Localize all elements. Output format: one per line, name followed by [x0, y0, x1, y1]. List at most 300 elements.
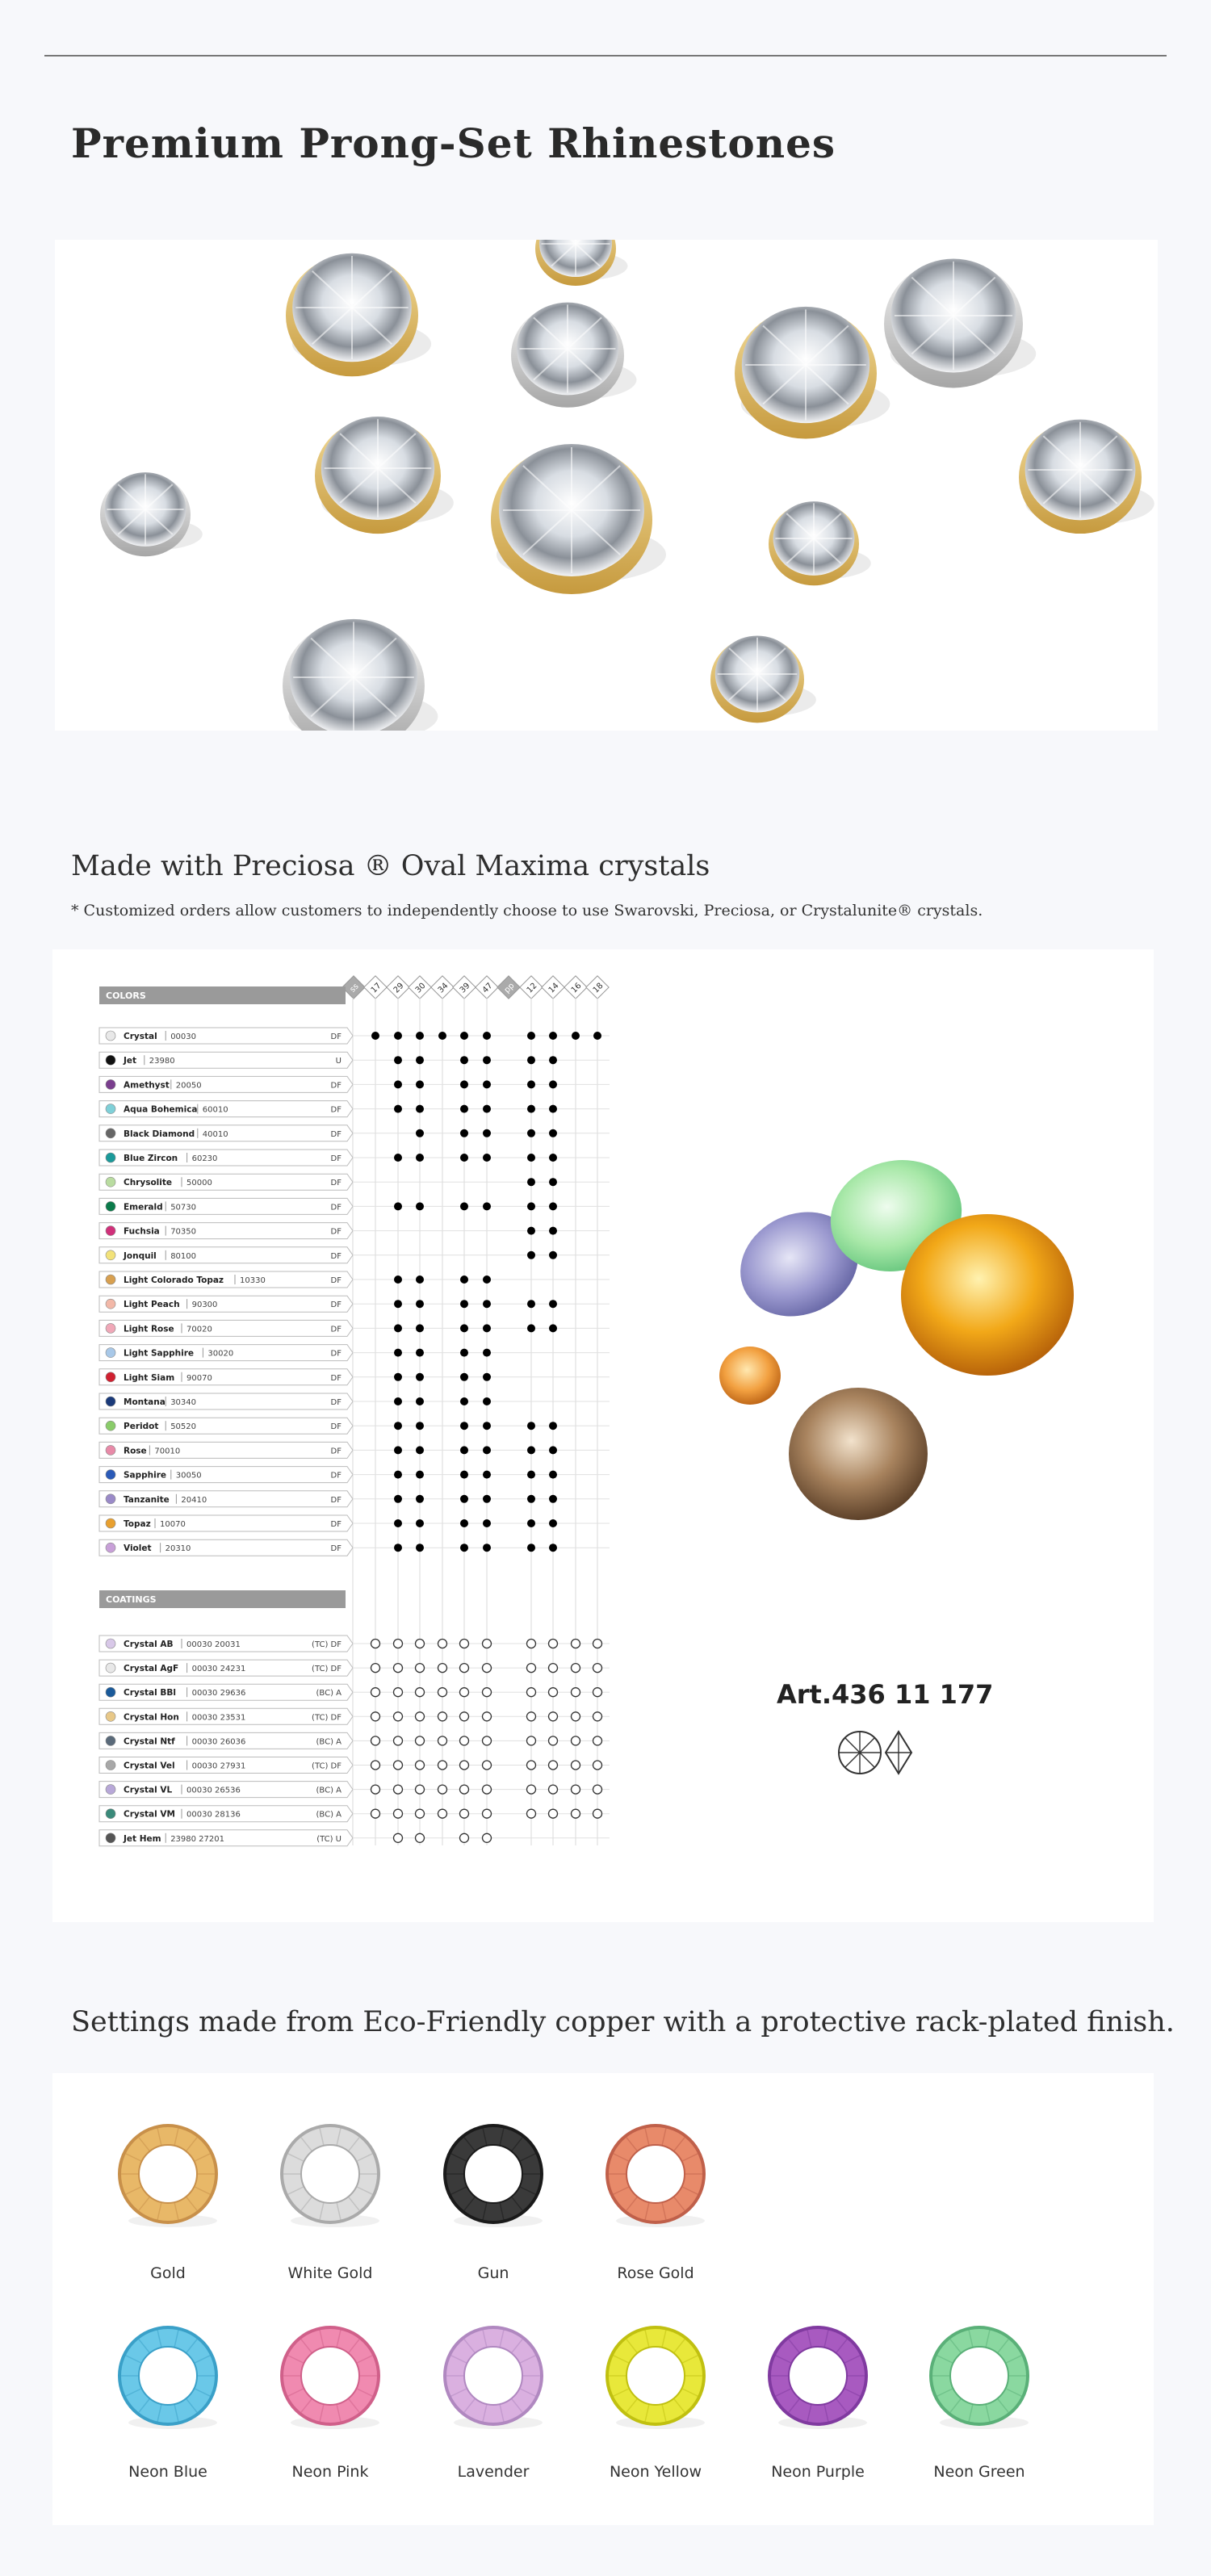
- availability-dot: [416, 1471, 424, 1479]
- row-name: Emerald: [124, 1202, 163, 1213]
- finish-label: Neon Blue: [128, 2463, 207, 2481]
- availability-dot: [549, 1056, 557, 1064]
- table-row: [99, 1296, 610, 1312]
- availability-ring: [460, 1761, 469, 1770]
- row-name: Sapphire: [124, 1470, 167, 1481]
- availability-ring: [572, 1785, 580, 1794]
- availability-dot: [460, 1495, 468, 1503]
- availability-ring: [593, 1736, 602, 1745]
- availability-dot: [416, 1373, 424, 1381]
- availability-dot: [460, 1154, 468, 1162]
- row-suffix: (TC) DF: [312, 1665, 342, 1674]
- availability-ring: [527, 1736, 536, 1745]
- row-suffix: DF: [330, 1398, 342, 1407]
- row-code: 23980 27201: [170, 1834, 225, 1844]
- row-name: Crystal: [124, 1032, 157, 1041]
- availability-ring: [593, 1785, 602, 1794]
- availability-dot: [527, 1105, 535, 1113]
- row-name: Blue Zircon: [124, 1154, 178, 1163]
- availability-dot: [394, 1349, 402, 1357]
- row-suffix: DF: [330, 1179, 342, 1188]
- availability-dot: [593, 1032, 601, 1040]
- row-suffix: DF: [330, 1544, 342, 1554]
- row-name: Amethyst: [124, 1080, 170, 1091]
- availability-ring: [394, 1761, 403, 1770]
- table-row: [99, 1757, 610, 1774]
- table-row: [99, 1247, 610, 1263]
- availability-dot: [483, 1300, 491, 1308]
- table-row: [99, 1660, 610, 1676]
- row-code: 90070: [186, 1373, 212, 1383]
- svg-text:COATINGS: COATINGS: [106, 1594, 157, 1605]
- availability-dot: [416, 1495, 424, 1503]
- color-swatch-dot: [106, 1031, 115, 1041]
- row-code: 30340: [170, 1398, 197, 1407]
- availability-dot: [527, 1251, 535, 1259]
- availability-ring: [483, 1664, 492, 1673]
- row-suffix: DF: [330, 1081, 342, 1091]
- finish-swatch: [768, 2326, 868, 2429]
- row-name: Chrysolite: [124, 1178, 173, 1188]
- row-name: Light Siam: [124, 1372, 175, 1383]
- row-code: 00030: [170, 1032, 197, 1041]
- availability-dot: [394, 1275, 402, 1284]
- color-swatch-dot: [106, 1639, 115, 1648]
- availability-dot: [394, 1446, 402, 1454]
- availability-ring: [483, 1833, 492, 1842]
- availability-dot: [549, 1080, 557, 1088]
- row-code: 50520: [170, 1422, 197, 1432]
- availability-ring: [416, 1688, 425, 1697]
- availability-ring: [371, 1688, 380, 1697]
- row-name: Light Colorado Topaz: [124, 1275, 224, 1285]
- availability-dot: [549, 1300, 557, 1308]
- availability-ring: [593, 1809, 602, 1818]
- topaz-crystal: [901, 1214, 1074, 1376]
- rhinestone: [100, 472, 203, 556]
- rhinestone: [535, 240, 628, 286]
- row-suffix: (BC) A: [316, 1737, 342, 1747]
- color-swatch-dot: [106, 1299, 115, 1309]
- row-code: 30020: [207, 1349, 234, 1359]
- custom-order-note: * Customized orders allow customers to independently choose to use Swarovski, Preciosa, or Crystalunite® crystals.: [71, 902, 983, 919]
- row-name: Light Sapphire: [124, 1348, 195, 1359]
- table-row: [99, 1271, 610, 1288]
- row-suffix: DF: [330, 1276, 342, 1285]
- availability-dot: [527, 1056, 535, 1064]
- availability-dot: [460, 1446, 468, 1454]
- availability-dot: [394, 1056, 402, 1064]
- availability-dot: [483, 1544, 491, 1552]
- availability-dot: [416, 1032, 424, 1040]
- row-suffix: DF: [330, 1203, 342, 1213]
- row-suffix: DF: [330, 1471, 342, 1481]
- color-swatch-dot: [106, 1809, 115, 1819]
- availability-dot: [549, 1202, 557, 1210]
- table-row: [99, 1369, 610, 1385]
- row-name: Crystal BBl: [124, 1688, 176, 1698]
- availability-dot: [416, 1105, 424, 1113]
- finish-label: Neon Purple: [771, 2463, 865, 2481]
- rivoli-top-view-icon: [839, 1732, 881, 1774]
- availability-ring: [394, 1688, 403, 1697]
- availability-ring: [416, 1664, 425, 1673]
- availability-dot: [527, 1129, 535, 1137]
- availability-dot: [549, 1178, 557, 1186]
- table-row: [99, 1028, 610, 1044]
- row-code: 70020: [186, 1325, 212, 1334]
- row-name: Topaz: [124, 1519, 151, 1529]
- finish-label: Neon Green: [933, 2463, 1025, 2481]
- color-swatch-dot: [106, 1445, 115, 1455]
- availability-dot: [572, 1032, 580, 1040]
- availability-dot: [527, 1519, 535, 1527]
- row-suffix: DF: [330, 1373, 342, 1383]
- availability-dot: [483, 1080, 491, 1088]
- size-header-34: [431, 976, 454, 999]
- color-swatch-dot: [106, 1177, 115, 1187]
- row-suffix: DF: [330, 1447, 342, 1456]
- table-row: [99, 1636, 610, 1652]
- availability-ring: [438, 1640, 447, 1648]
- row-code: 00030 26036: [191, 1737, 246, 1747]
- svg-text:47: 47: [480, 981, 495, 995]
- availability-dot: [527, 1178, 535, 1186]
- rhinestone: [735, 307, 890, 439]
- availability-ring: [527, 1688, 536, 1697]
- availability-dot: [438, 1032, 446, 1040]
- table-row: [99, 1198, 610, 1214]
- row-code: 30050: [175, 1471, 202, 1481]
- row-suffix: DF: [330, 1349, 342, 1359]
- row-code: 60010: [202, 1105, 228, 1115]
- crystals-heading: Made with Preciosa ® Oval Maxima crystals: [71, 850, 710, 882]
- table-row: [99, 1223, 610, 1239]
- availability-ring: [416, 1809, 425, 1818]
- availability-dot: [416, 1324, 424, 1332]
- svg-text:12: 12: [525, 981, 539, 995]
- row-name: Rose: [124, 1446, 147, 1456]
- color-swatch-dot: [106, 1785, 115, 1795]
- availability-dot: [394, 1154, 402, 1162]
- settings-finish-panel: [52, 2073, 1154, 2525]
- finish-label: Lavender: [457, 2463, 530, 2481]
- row-suffix: (TC) U: [316, 1834, 342, 1844]
- svg-text:pp: pp: [502, 981, 517, 995]
- row-code: 90300: [191, 1301, 218, 1310]
- availability-dot: [549, 1446, 557, 1454]
- color-swatch-dot: [106, 1494, 115, 1504]
- availability-ring: [549, 1688, 558, 1697]
- size-header-30: [409, 976, 431, 999]
- availability-dot: [416, 1080, 424, 1088]
- availability-ring: [549, 1761, 558, 1770]
- table-row: [99, 1782, 610, 1798]
- rhinestone: [710, 635, 816, 723]
- availability-dot: [527, 1324, 535, 1332]
- availability-ring: [438, 1688, 447, 1697]
- color-swatch-dot: [106, 1421, 115, 1430]
- table-row: [99, 1539, 610, 1556]
- colored-rivoli-crystals-image: [682, 1159, 1150, 1644]
- table-row: [99, 1467, 610, 1483]
- row-code: 10070: [160, 1520, 186, 1529]
- size-header-18: [586, 976, 609, 999]
- availability-dot: [460, 1080, 468, 1088]
- availability-ring: [394, 1664, 403, 1673]
- availability-dot: [460, 1129, 468, 1137]
- size-header-12: [520, 976, 543, 999]
- row-code: 80100: [170, 1251, 197, 1261]
- color-swatch-dot: [106, 1543, 115, 1552]
- availability-ring: [460, 1809, 469, 1818]
- availability-dot: [416, 1519, 424, 1527]
- finish-swatch: [118, 2326, 218, 2429]
- availability-dot: [527, 1202, 535, 1210]
- availability-ring: [593, 1664, 602, 1673]
- availability-dot: [394, 1324, 402, 1332]
- availability-ring: [416, 1736, 425, 1745]
- availability-dot: [416, 1544, 424, 1552]
- color-swatch-dot: [106, 1736, 115, 1745]
- rhinestone: [283, 619, 438, 731]
- availability-dot: [527, 1446, 535, 1454]
- availability-dot: [416, 1397, 424, 1405]
- availability-ring: [438, 1761, 447, 1770]
- svg-text:COLORS: COLORS: [106, 991, 146, 1001]
- row-code: 60230: [191, 1154, 218, 1163]
- row-suffix: DF: [330, 1495, 342, 1505]
- table-row: [99, 1125, 610, 1141]
- availability-dot: [483, 1032, 491, 1040]
- availability-dot: [483, 1373, 491, 1381]
- row-suffix: DF: [330, 1032, 342, 1041]
- availability-dot: [549, 1471, 557, 1479]
- row-name: Jonquil: [124, 1250, 157, 1261]
- size-header-pp: [497, 976, 520, 999]
- availability-dot: [416, 1349, 424, 1357]
- finish-swatch: [280, 2124, 380, 2227]
- availability-ring: [549, 1712, 558, 1721]
- row-name: Tanzanite: [124, 1494, 170, 1505]
- availability-dot: [460, 1300, 468, 1308]
- availability-dot: [549, 1154, 557, 1162]
- availability-dot: [460, 1349, 468, 1357]
- finish-swatch: [606, 2124, 706, 2227]
- svg-text:30: 30: [413, 981, 428, 995]
- small-topaz-crystal: [719, 1347, 781, 1405]
- availability-dot: [483, 1324, 491, 1332]
- availability-dot: [483, 1275, 491, 1284]
- row-name: Light Peach: [124, 1300, 180, 1310]
- availability-dot: [527, 1471, 535, 1479]
- availability-ring: [460, 1664, 469, 1673]
- finish-label: White Gold: [287, 2264, 373, 2282]
- availability-dot: [416, 1275, 424, 1284]
- size-header-ss: [342, 976, 365, 999]
- availability-dot: [394, 1202, 402, 1210]
- availability-dot: [416, 1056, 424, 1064]
- color-swatch-dot: [106, 1687, 115, 1697]
- availability-ring: [394, 1785, 403, 1794]
- availability-dot: [416, 1154, 424, 1162]
- availability-dot: [460, 1544, 468, 1552]
- row-name: Crystal VL: [124, 1785, 173, 1795]
- availability-dot: [394, 1080, 402, 1088]
- availability-ring: [483, 1809, 492, 1818]
- row-suffix: DF: [330, 1105, 342, 1115]
- svg-text:34: 34: [436, 981, 450, 995]
- finish-swatch: [118, 2124, 218, 2227]
- availability-dot: [483, 1422, 491, 1430]
- availability-ring: [549, 1736, 558, 1745]
- svg-text:14: 14: [547, 981, 561, 995]
- color-swatch-dot: [106, 1518, 115, 1528]
- color-swatch-dot: [106, 1833, 115, 1843]
- availability-ring: [438, 1712, 447, 1721]
- row-name: Light Rose: [124, 1324, 174, 1334]
- row-code: 00030 26536: [186, 1786, 241, 1795]
- size-header-47: [476, 976, 498, 999]
- finish-label: Neon Yellow: [609, 2463, 702, 2481]
- availability-ring: [572, 1761, 580, 1770]
- size-header-16: [564, 976, 587, 999]
- row-name: Crystal Ntf: [124, 1736, 175, 1747]
- availability-dot: [549, 1251, 557, 1259]
- row-suffix: (BC) A: [316, 1689, 342, 1698]
- row-suffix: (BC) A: [316, 1810, 342, 1820]
- row-name: Crystal Hon: [124, 1712, 179, 1723]
- availability-dot: [549, 1544, 557, 1552]
- availability-dot: [460, 1471, 468, 1479]
- availability-ring: [572, 1712, 580, 1721]
- availability-ring: [549, 1640, 558, 1648]
- row-suffix: DF: [330, 1251, 342, 1261]
- table-row: [99, 1345, 610, 1361]
- availability-dot: [394, 1300, 402, 1308]
- availability-dot: [483, 1397, 491, 1405]
- availability-dot: [483, 1446, 491, 1454]
- color-swatch-dot: [106, 1250, 115, 1260]
- row-code: 00030 24231: [191, 1665, 246, 1674]
- row-name: Crystal AB: [124, 1640, 174, 1649]
- finish-label: Gold: [150, 2264, 186, 2282]
- table-row: [99, 1076, 610, 1092]
- table-row: [99, 1830, 610, 1846]
- availability-dot: [549, 1129, 557, 1137]
- table-row: [99, 1515, 610, 1531]
- availability-dot: [394, 1422, 402, 1430]
- availability-dot: [460, 1275, 468, 1284]
- row-code: 00030 27931: [191, 1761, 246, 1771]
- finish-swatch: [443, 2124, 543, 2227]
- color-swatch-dot: [106, 1104, 115, 1114]
- table-row: [99, 1491, 610, 1507]
- row-suffix: U: [335, 1057, 342, 1066]
- availability-dot: [371, 1032, 379, 1040]
- color-swatch-dot: [106, 1348, 115, 1358]
- row-code: 00030 20031: [186, 1640, 241, 1649]
- availability-dot: [394, 1544, 402, 1552]
- availability-ring: [371, 1712, 380, 1721]
- color-swatch-dot: [106, 1372, 115, 1382]
- availability-dot: [483, 1202, 491, 1210]
- rhinestone: [315, 417, 454, 534]
- svg-text:17: 17: [369, 981, 383, 995]
- rhinestone: [884, 258, 1036, 387]
- availability-dot: [460, 1519, 468, 1527]
- availability-dot: [527, 1422, 535, 1430]
- availability-ring: [371, 1664, 380, 1673]
- availability-ring: [416, 1785, 425, 1794]
- page-title: Premium Prong-Set Rhinestones: [71, 119, 836, 167]
- availability-ring: [371, 1809, 380, 1818]
- article-number: Art.436 11 177: [777, 1679, 994, 1710]
- size-header-39: [453, 976, 476, 999]
- availability-dot: [483, 1349, 491, 1357]
- table-row: [99, 1732, 610, 1749]
- color-swatch-dot: [106, 1275, 115, 1284]
- top-divider: [44, 55, 1167, 57]
- availability-dot: [460, 1324, 468, 1332]
- table-row: [99, 1418, 610, 1434]
- finish-swatch: [280, 2326, 380, 2429]
- row-name: Jet Hem: [124, 1833, 161, 1844]
- row-suffix: DF: [330, 1227, 342, 1237]
- color-swatch-dot: [106, 1761, 115, 1770]
- row-name: Fuchsia: [124, 1226, 160, 1237]
- row-suffix: DF: [330, 1520, 342, 1529]
- availability-dot: [483, 1056, 491, 1064]
- svg-text:18: 18: [591, 981, 606, 995]
- availability-dot: [394, 1495, 402, 1503]
- rhinestone: [491, 444, 666, 594]
- availability-ring: [549, 1809, 558, 1818]
- row-code: 50000: [186, 1179, 212, 1188]
- availability-dot: [460, 1397, 468, 1405]
- availability-ring: [572, 1736, 580, 1745]
- availability-ring: [483, 1736, 492, 1745]
- color-swatch-dot: [106, 1129, 115, 1138]
- availability-dot: [549, 1519, 557, 1527]
- row-code: 70350: [170, 1227, 197, 1237]
- availability-dot: [416, 1422, 424, 1430]
- row-code: 00030 28136: [186, 1810, 241, 1820]
- row-code: 10330: [240, 1276, 266, 1285]
- availability-dot: [394, 1105, 402, 1113]
- row-name: Jet: [124, 1056, 137, 1066]
- size-header-29: [387, 976, 409, 999]
- size-header-14: [542, 976, 564, 999]
- availability-ring: [593, 1712, 602, 1721]
- availability-ring: [460, 1640, 469, 1648]
- availability-ring: [394, 1712, 403, 1721]
- finish-swatches: [52, 2073, 1154, 2525]
- availability-ring: [572, 1640, 580, 1648]
- coatings-header: [99, 1590, 346, 1608]
- availability-ring: [460, 1785, 469, 1794]
- availability-dot: [483, 1519, 491, 1527]
- finish-swatch: [606, 2326, 706, 2429]
- row-name: Violet: [124, 1544, 152, 1554]
- row-name: Black Diamond: [124, 1129, 195, 1139]
- availability-ring: [394, 1640, 403, 1648]
- availability-ring: [394, 1809, 403, 1818]
- color-swatch-dot: [106, 1201, 115, 1211]
- table-row: [99, 1684, 610, 1700]
- availability-dot: [527, 1227, 535, 1235]
- availability-ring: [483, 1761, 492, 1770]
